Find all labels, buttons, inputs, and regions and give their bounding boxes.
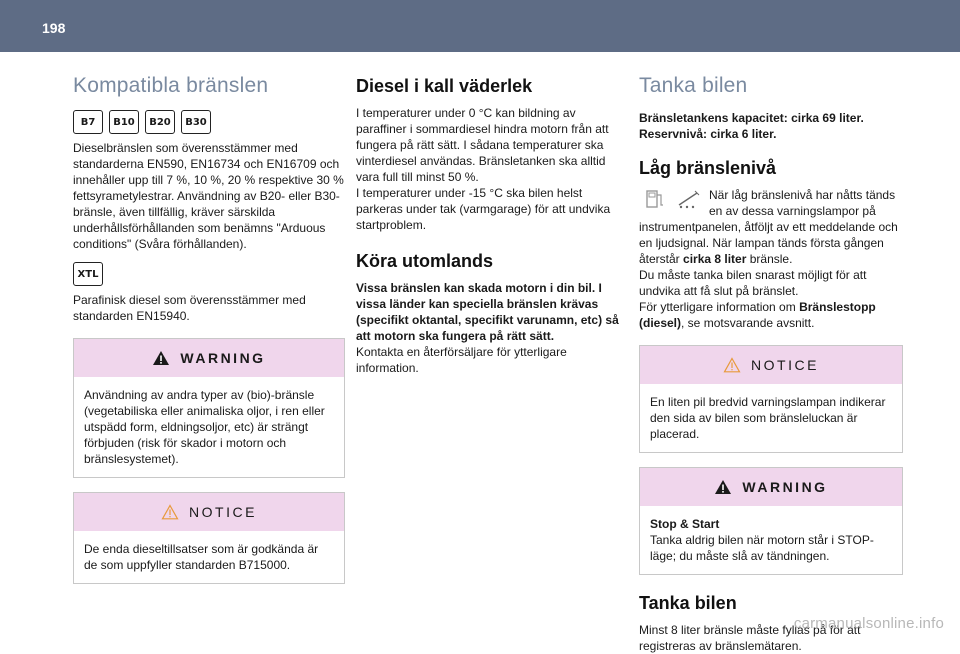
notice-box-refuel xyxy=(639,345,903,453)
section-title-low-fuel: Låg bränslenivå xyxy=(639,158,777,178)
fuel-badge-b30: B30 xyxy=(181,110,211,134)
reserve-level: Reservnivå: cirka 6 liter. xyxy=(639,127,777,141)
warning-label: WARNING xyxy=(180,350,266,366)
watermark: carmanualsonline.info xyxy=(793,615,944,632)
section-title-abroad: Köra utomlands xyxy=(356,251,494,271)
section-title-cold-weather: Diesel i kall väderlek xyxy=(356,76,533,96)
notice-triangle-icon xyxy=(723,357,741,373)
fuel-badge-b20: B20 xyxy=(145,110,175,134)
notice-text-refuel: En liten pil bredvid varningslampan indikerar den sida av bilen som bränsleluckan är placerad. xyxy=(650,395,886,441)
low-fuel-text-part1: När låg bränslenivå har nåtts tänds en av dessa varningslampor på instrumentpanelen, åtföljt av ett meddelande och en ljudsignal. När lampan tänds första gången återstår xyxy=(639,188,898,266)
column-compatible-fuels xyxy=(73,70,345,584)
xtl-description: Parafinisk diesel som överensstämmer med standarden EN15940. xyxy=(73,293,306,323)
warning-header-refuel xyxy=(640,468,902,506)
header-bar xyxy=(0,0,960,52)
cold-weather-text: I temperaturer under 0 °C kan bildning av paraffiner i sommardiesel hindra motorn från att fungera på rätt sätt. I sådana temperaturer ska vinterdiesel användas. Bränsletanken ska alltid vara full till minst 50 %. I temperaturer under -15 °C ska bilen helst parkeras under tak (varmgarage) för att undvika startproblem. xyxy=(356,106,611,232)
page-number: 198 xyxy=(42,20,66,36)
reference-topic: Bränslestopp (diesel) xyxy=(639,300,876,330)
notice-header-refuel xyxy=(640,346,902,384)
notice-box xyxy=(73,492,345,584)
fuel-badge-b10: B10 xyxy=(109,110,139,134)
warning-text: Användning av andra typer av (bio)-bränsle (vegetabiliska eller animaliska oljor, i ren eller utspädd form, eldningsoljor, etc) är strängt förbjuden (risk för skador i motorn och bränslesystemet). xyxy=(84,388,325,466)
fuel-badge-b7: B7 xyxy=(73,110,103,134)
reference-end: , se motsvarande avsnitt. xyxy=(681,316,815,330)
warning-box xyxy=(73,338,345,478)
refuel-text: Minst 8 liter bränsle måste fyllas på för att registreras av bränslemätaren. xyxy=(639,623,861,653)
low-fuel-block xyxy=(639,187,903,331)
warning-triangle-icon xyxy=(714,479,732,495)
section-title-refuel-car: Tanka bilen xyxy=(639,593,737,613)
warning-header xyxy=(74,339,344,377)
notice-label-refuel: NOTICE xyxy=(751,357,819,373)
warning-text-refuel: Tanka aldrig bilen när motorn står i STOP-läge; du måste slå av tändningen. xyxy=(650,533,874,563)
warning-box-refuel xyxy=(639,467,903,575)
tank-capacity: Bränsletankens kapacitet: cirka 69 liter. xyxy=(639,111,864,125)
section-title-compatible-fuels: Kompatibla bränslen xyxy=(73,74,269,97)
low-fuel-remaining: cirka 8 liter xyxy=(683,252,747,266)
notice-triangle-icon xyxy=(161,504,179,520)
notice-text: De enda dieseltillsatser som är godkända är de som uppfyller standarden B715000. xyxy=(84,542,319,572)
abroad-bold-text: Vissa bränslen kan skada motorn i din bil. I vissa länder kan speciella bränslen krävas (specifikt oktantal, specifikt varunamn, etc) så att motorn ska fungera på rätt sätt. xyxy=(356,281,619,343)
section-title-refuel: Tanka bilen xyxy=(639,74,748,97)
stop-start-title: Stop & Start xyxy=(650,517,720,531)
notice-header xyxy=(74,493,344,531)
xtl-badges xyxy=(73,262,345,286)
column-cold-weather xyxy=(356,70,628,376)
notice-label: NOTICE xyxy=(189,504,257,520)
low-fuel-gauge-icon xyxy=(673,187,703,211)
diesel-description: Dieselbränslen som överensstämmer med standarderna EN590, EN16734 och EN16709 och innehåller upp till 7 %, 10 %, 20 % respektive 30 % fettsyrametylestrar. Användning av B20- eller B30-bränsle, även tillfällig, kräver särskilda underhållsförhållanden som benämns "Arduous conditions" (Svåra förhållanden). xyxy=(73,141,344,251)
column-refuel xyxy=(639,70,903,654)
fuel-pump-icon xyxy=(639,187,669,211)
low-fuel-reference xyxy=(639,299,903,331)
warning-label-refuel: WARNING xyxy=(742,479,828,495)
reference-intro: För ytterligare information om xyxy=(639,300,800,314)
abroad-text: Kontakta en återförsäljare för ytterligare information. xyxy=(356,345,567,375)
low-fuel-text-part2: bränsle. xyxy=(746,252,793,266)
warning-triangle-icon xyxy=(152,350,170,366)
low-fuel-advice: Du måste tanka bilen snarast möjligt för att undvika att få slut på bränslet. xyxy=(639,268,867,298)
fuel-badges xyxy=(73,110,345,134)
fuel-badge-xtl: XTL xyxy=(73,262,103,286)
